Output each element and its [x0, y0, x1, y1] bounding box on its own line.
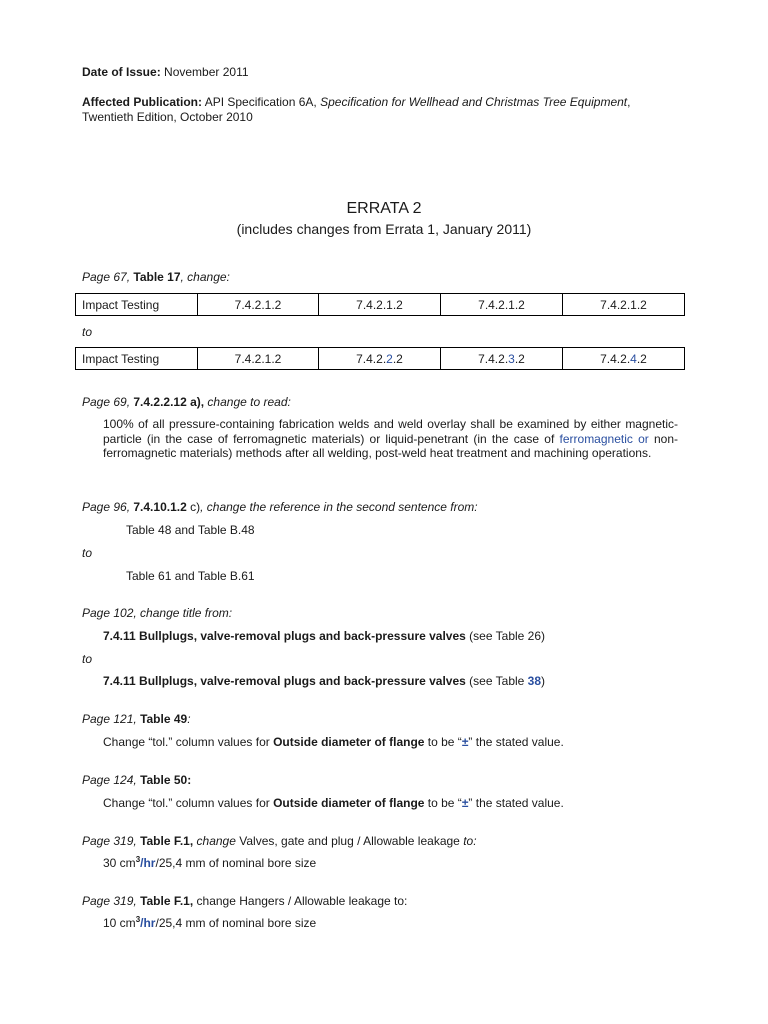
title-to [103, 674, 545, 688]
clause-ref: 7.4.2.2.12 a), [133, 395, 205, 409]
colon: : [187, 712, 191, 726]
inserted-unit: /hr [140, 856, 156, 870]
table-ref: Table F.1, [140, 834, 194, 848]
section-title: 7.4.11 Bullplugs, valve-removal plugs and back-pressure valves [103, 629, 466, 643]
table17-after [75, 347, 685, 370]
superscript: 3 [135, 855, 141, 864]
table-ref: Table 50: [140, 773, 192, 787]
table49-intro [82, 712, 191, 726]
value-text: 30 cm [103, 856, 136, 870]
table50-intro [82, 773, 191, 787]
date-of-issue-value: November 2011 [164, 65, 249, 79]
publication-edition: Twentieth Edition, October 2010 [82, 110, 253, 124]
page-ref: Page 124, [82, 773, 141, 787]
table-cell: 7.4.2.1.2 [198, 294, 319, 316]
change-text: to be “ [424, 735, 462, 749]
clause-ref: 7.4.10.1.2 [133, 500, 187, 514]
table-cell: Impact Testing [76, 348, 198, 370]
table49-change [103, 735, 564, 749]
cell-text: 7.4.2. [356, 351, 387, 366]
change-text: change to read: [204, 395, 291, 409]
table-cell [563, 348, 685, 370]
date-of-issue-label: Date of Issue: [82, 65, 161, 79]
cell-text: .2 [514, 351, 525, 366]
table-reference: (see Table [465, 674, 528, 688]
change-text: ” the stated value. [468, 796, 564, 810]
table17-before [75, 293, 685, 316]
section-7-4-2-2-12-intro [82, 395, 291, 409]
inserted-text: ferromagnetic or [559, 431, 649, 446]
to-reference: Table 61 and Table B.61 [126, 569, 255, 583]
cell-text: 7.4.2. [478, 351, 509, 366]
cell-text: .2 [392, 351, 403, 366]
page-ref: Page 69, [82, 395, 134, 409]
section-7-4-2-2-12-paragraph [103, 417, 678, 461]
changed-digit: 4 [630, 351, 637, 366]
table-ref: Table 49 [140, 712, 188, 726]
table-row [76, 348, 685, 370]
tableF1-hangers-value [103, 916, 316, 930]
to-text: to: [463, 834, 477, 848]
cell-text: 7.4.2. [600, 351, 631, 366]
page-ref: Page 96, [82, 500, 134, 514]
table-reference-close: ) [541, 674, 546, 688]
table-cell: Impact Testing [76, 294, 198, 316]
inserted-unit: /hr [140, 916, 156, 930]
tableF1-valves-value [103, 856, 316, 870]
table17-intro [82, 270, 230, 284]
value-text: /25,4 mm of nominal bore size [155, 916, 317, 930]
to-label: to [82, 652, 93, 666]
table-cell: 7.4.2.1.2 [563, 294, 685, 316]
tableF1-hangers-intro [82, 894, 407, 908]
table50-change [103, 796, 564, 810]
paragraph-text: 100% of all pressure-containing fabrication welds and weld overlay shall be examined by either magnetic-particle (in the case of ferromagnetic materials) or liquid-penetrant (in the case of [103, 417, 678, 446]
affected-publication-value: API Specification 6A, [204, 95, 321, 109]
change-text: Change “tol.” column values for [103, 796, 274, 810]
paragraph-text: non-ferromagnetic materials) methods after all welding, post-weld heat treatment and machining operations. [103, 431, 678, 460]
value-text: /25,4 mm of nominal bore size [155, 856, 317, 870]
cell-text: .2 [636, 351, 647, 366]
affected-publication-label: Affected Publication: [82, 95, 203, 109]
page-ref: Page 319, [82, 894, 141, 908]
change-text: Change “tol.” column values for [103, 735, 274, 749]
from-reference: Table 48 and Table B.48 [126, 523, 255, 537]
table-ref: Table F.1, [140, 894, 194, 908]
table17-ref: Table 17 [133, 270, 181, 284]
date-of-issue-line [82, 65, 249, 79]
title-from [103, 629, 545, 643]
change-text: to be “ [424, 796, 462, 810]
page-ref: Page 121, [82, 712, 141, 726]
publication-comma: , [627, 95, 631, 109]
plus-minus-symbol: ± [461, 735, 469, 749]
clause-item: c) [186, 500, 201, 514]
table17-page-ref: Page 67, [82, 270, 134, 284]
publication-title: Specification for Wellhead and Christmas Tree Equipment [320, 95, 628, 109]
to-label: to [82, 546, 93, 560]
row-name: Valves, gate and plug / Allowable leakage [235, 834, 464, 848]
table-cell: 7.4.2.1.2 [319, 294, 441, 316]
table17-to-label: to [82, 325, 93, 339]
table-cell [441, 348, 563, 370]
superscript: 3 [135, 915, 141, 924]
changed-table-number: 38 [527, 674, 542, 688]
page-subtitle: (includes changes from Errata 1, January 2011) [236, 221, 532, 237]
change-text: change [193, 834, 236, 848]
table-row [76, 294, 685, 316]
section-title: 7.4.11 Bullplugs, valve-removal plugs and back-pressure valves [103, 674, 466, 688]
page-title: ERRATA 2 [346, 200, 422, 217]
section-7-4-11-intro: Page 102, change title from: [82, 606, 233, 620]
table-reference: (see Table 26) [465, 629, 546, 643]
changed-digit: 3 [508, 351, 515, 366]
affected-publication-line [82, 95, 630, 109]
table-cell: 7.4.2.1.2 [441, 294, 563, 316]
column-name: Outside diameter of flange [273, 735, 425, 749]
change-text: change Hangers / Allowable leakage to: [193, 894, 408, 908]
tableF1-valves-intro [82, 834, 477, 848]
changed-digit: 2 [386, 351, 393, 366]
change-text: ” the stated value. [468, 735, 564, 749]
table-cell: 7.4.2.1.2 [198, 348, 319, 370]
page-ref: Page 319, [82, 834, 141, 848]
value-text: 10 cm [103, 916, 136, 930]
plus-minus-symbol: ± [461, 796, 469, 810]
table-cell [319, 348, 441, 370]
table17-change-text: , change: [180, 270, 230, 284]
section-7-4-10-1-2-intro [82, 500, 478, 514]
column-name: Outside diameter of flange [273, 796, 425, 810]
change-text: , change the reference in the second sentence from: [200, 500, 478, 514]
